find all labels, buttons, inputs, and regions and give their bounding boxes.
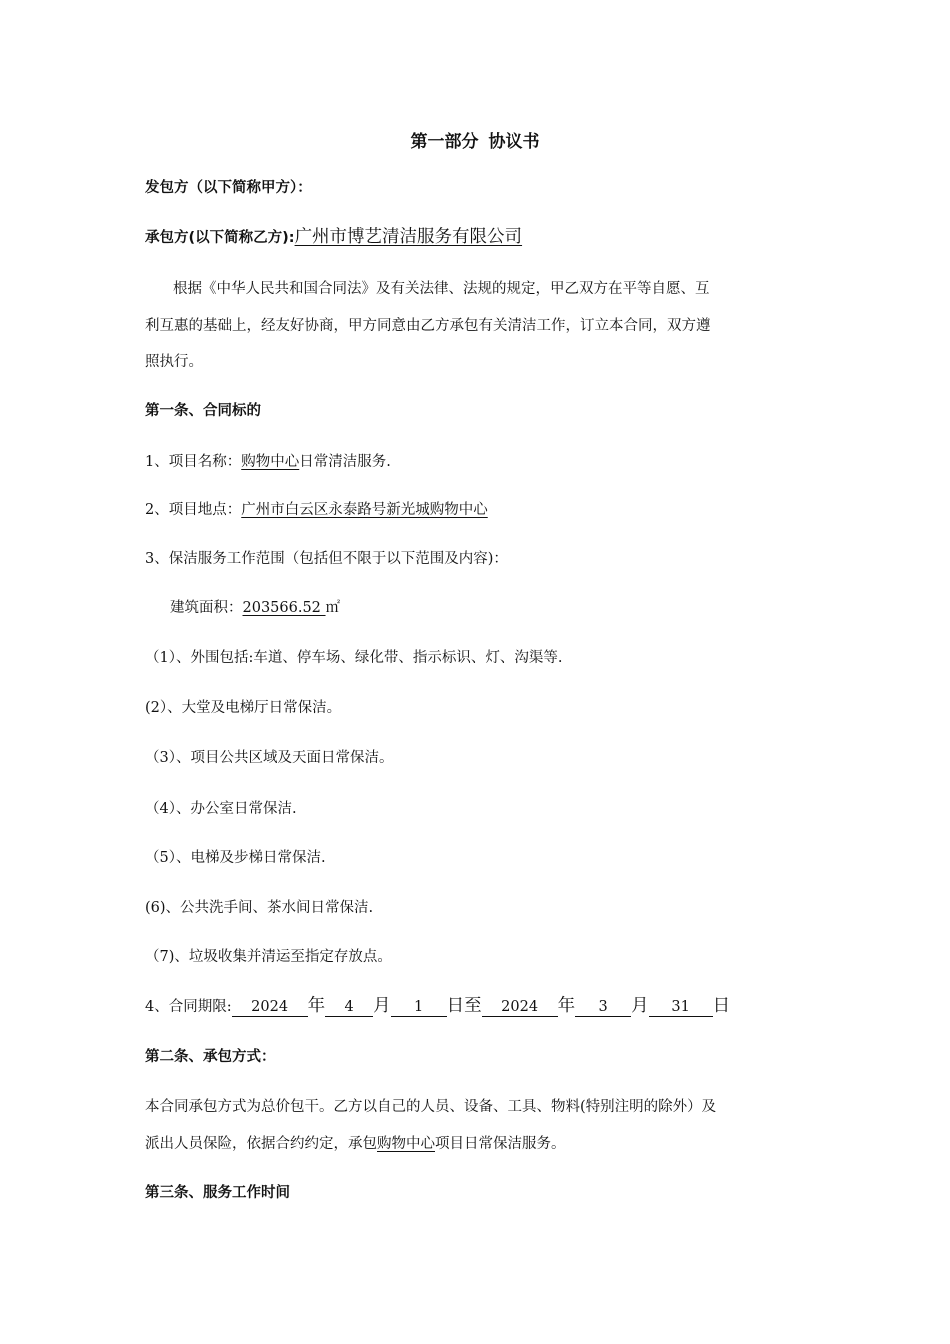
scope-item-3: （3）、项目公共区域及天面日常保洁。 <box>145 750 394 766</box>
intro-line-2: 利互惠的基础上，经友好协商，甲方同意由乙方承包有关清洁工作，订立本合同，双方遵 <box>145 318 711 334</box>
article-2-line-2: 派出人员保险，依据合约约定，承包购物中心项目日常保洁服务。 <box>145 1136 566 1152</box>
scope-item-7: （7)、垃圾收集并清运至指定存放点。 <box>145 949 392 965</box>
project-location-value: 广州市白云区永泰路号新光城购物中心 <box>241 502 488 518</box>
party-b-line <box>145 227 522 248</box>
party-b-label: 承包方(以下简称乙方): <box>145 230 295 246</box>
project-location-line: 2、项目地点：广州市白云区永泰路号新光城购物中心 <box>145 502 488 518</box>
scope-item-1: （1）、外围包括:车道、停车场、绿化带、指示标识、灯、沟渠等. <box>145 650 563 666</box>
contract-term-line: 4、合同期限: 2024 年 4 月 1 日至 2024 年 3 月 31 日 <box>145 996 731 1016</box>
scope-line: 3、保洁服务工作范围（包括但不限于以下范围及内容)： <box>145 551 508 567</box>
end-day: 31 <box>649 998 713 1017</box>
project-name-line: 1、项目名称：购物中心日常清洁服务. <box>145 454 391 470</box>
intro-line-3: 照执行。 <box>145 354 203 370</box>
scope-item-6: (6)、公共洗手间、茶水间日常保洁. <box>145 900 374 916</box>
project-name-value: 购物中心 <box>241 454 300 470</box>
intro-line-1: 根据《中华人民共和国合同法》及有关法律、法规的规定，甲乙双方在平等自愿、互 <box>173 281 710 297</box>
article-3-heading: 第三条、服务工作时间 <box>145 1185 290 1201</box>
party-b-name: 广州市博艺清洁服务有限公司 <box>294 227 523 247</box>
article-2-heading: 第二条、承包方式： <box>145 1049 276 1065</box>
start-month: 4 <box>325 998 373 1017</box>
article-2-line-1: 本合同承包方式为总价包干。乙方以自己的人员、设备、工具、物料(特别注明的除外）及 <box>145 1099 717 1115</box>
scope-item-2: (2）、大堂及电梯厅日常保洁。 <box>145 700 342 716</box>
scope-item-5: （5）、电梯及步梯日常保洁. <box>145 850 326 866</box>
start-year: 2024 <box>232 998 308 1017</box>
start-day: 1 <box>391 998 447 1017</box>
building-area-value: 203566.52 <box>242 600 326 616</box>
article-2-project-name: 购物中心 <box>377 1136 435 1152</box>
end-year: 2024 <box>482 998 558 1017</box>
end-month: 3 <box>575 998 631 1017</box>
scope-item-4: （4）、办公室日常保洁. <box>145 801 297 817</box>
building-area-line: 建筑面积：203566.52 ㎡ <box>170 600 341 616</box>
party-a-label: 发包方（以下简称甲方）： <box>145 180 312 196</box>
page-title: 第一部分 协议书 <box>410 132 540 152</box>
article-1-heading: 第一条、合同标的 <box>145 403 261 419</box>
